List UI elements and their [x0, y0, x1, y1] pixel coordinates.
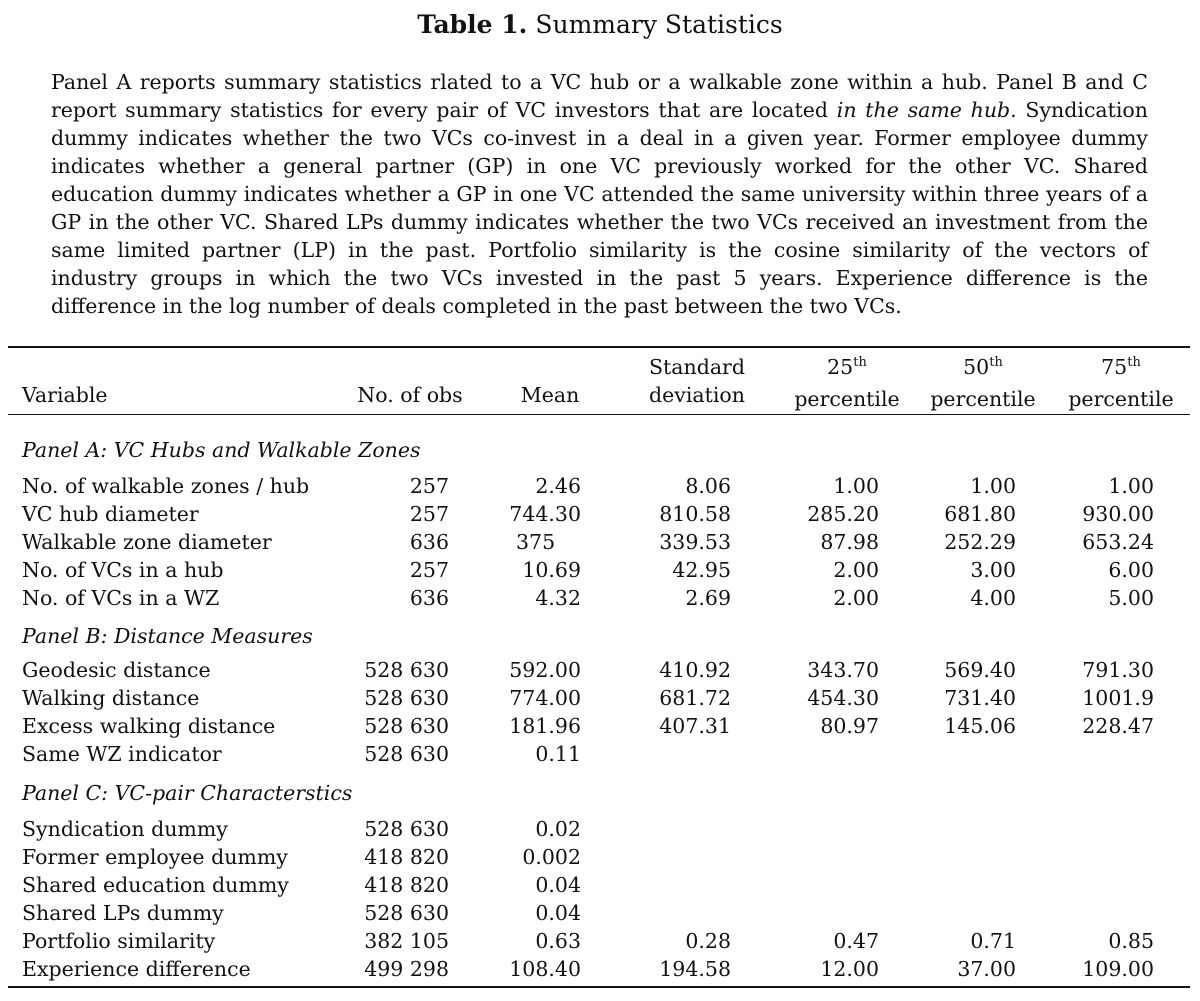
- cell-p25: 80.97: [820, 714, 879, 738]
- header-p25-label: percentile: [794, 387, 900, 411]
- bottom-rule: [8, 986, 1190, 988]
- cell-p50: 145.06: [944, 714, 1016, 738]
- cell-sd: 42.95: [672, 558, 731, 582]
- header-p50-label: percentile: [930, 387, 1036, 411]
- cell-p50: 4.00: [970, 586, 1016, 610]
- cell-obs: 418 820: [364, 873, 449, 897]
- caption-text-2: Syndication dummy indicates whether the two VCs co-invest in a deal in a given year. Former employee dummy indicates whether a general partner (GP) in one VC previously worked for the other VC. Shared education dummy indicates whether a GP in one VC attended the same university within three years of a GP in the other VC. Shared LPs dummy indicates whether the two VCs received an investment from the same limited partner (LP) in the past. Portfolio similarity is the cosine similarity of the vectors of industry groups in which the two VCs invested in the past 5 years. Experience difference is the difference in the log number of deals completed in the past between the two VCs.: [51, 98, 1148, 318]
- cell-mean: 0.11: [535, 742, 581, 766]
- cell-obs: 636: [409, 586, 449, 610]
- row-label: Shared LPs dummy: [22, 901, 224, 925]
- cell-mean: 0.002: [522, 845, 581, 869]
- row-label: Syndication dummy: [22, 817, 228, 841]
- cell-sd: 8.06: [685, 474, 731, 498]
- cell-mean: 2.46: [535, 474, 581, 498]
- cell-p75: 653.24: [1082, 530, 1154, 554]
- cell-p50: 569.40: [944, 658, 1016, 682]
- cell-mean: 592.00: [509, 658, 581, 682]
- cell-mean: 10.69: [522, 558, 581, 582]
- cell-p25: 1.00: [833, 474, 879, 498]
- row-label: No. of walkable zones / hub: [22, 474, 310, 498]
- cell-obs: 257: [409, 474, 449, 498]
- header-p25-num: 25: [827, 355, 854, 379]
- header-sd: [632, 353, 762, 409]
- cell-obs: 528 630: [364, 901, 449, 925]
- cell-obs: 528 630: [364, 658, 449, 682]
- cell-p75: 1.00: [1108, 474, 1154, 498]
- cell-p75: 930.00: [1082, 502, 1154, 526]
- cell-obs: 257: [409, 502, 449, 526]
- cell-p25: 0.47: [833, 929, 879, 953]
- cell-obs: 499 298: [364, 957, 449, 981]
- cell-sd: 339.53: [659, 530, 731, 554]
- header-p50-sup: th: [989, 355, 1003, 370]
- header-p75-sup: th: [1127, 355, 1141, 370]
- cell-mean: 774.00: [509, 686, 581, 710]
- header-sd-line1: Standard: [649, 355, 745, 379]
- cell-p50: 0.71: [970, 929, 1016, 953]
- cell-obs: 636: [409, 530, 449, 554]
- cell-mean: 0.63: [535, 929, 581, 953]
- row-label: Portfolio similarity: [22, 929, 216, 953]
- caption-text-1: Panel A reports summary statistics rlated to a VC hub or a walkable zone within a hub. Panel B and C report summary statistics for every pair of VC investors that are located: [51, 70, 1148, 122]
- cell-sd: 681.72: [659, 686, 731, 710]
- header-p75-num: 75: [1101, 355, 1128, 379]
- header-p25-sup: th: [853, 355, 867, 370]
- cell-p25: 343.70: [807, 658, 879, 682]
- row-label: Same WZ indicator: [22, 742, 222, 766]
- row-label: Experience difference: [22, 957, 251, 981]
- panel-title: Panel A: VC Hubs and Walkable Zones: [22, 438, 421, 462]
- cell-mean: 4.32: [535, 586, 581, 610]
- cell-p25: 454.30: [807, 686, 879, 710]
- cell-mean: 744.30: [509, 502, 581, 526]
- header-p50-num: 50: [963, 355, 990, 379]
- cell-mean: 0.02: [535, 817, 581, 841]
- cell-sd: 410.92: [659, 658, 731, 682]
- cell-mean: 375: [516, 530, 556, 554]
- cell-p50: 252.29: [944, 530, 1016, 554]
- header-obs: No. of obs: [357, 383, 463, 407]
- table-label: Table 1.: [417, 10, 528, 39]
- cell-p50: 731.40: [944, 686, 1016, 710]
- cell-p25: 12.00: [820, 957, 879, 981]
- header-variable: Variable: [22, 383, 108, 407]
- table-title-text: Summary Statistics: [535, 10, 783, 39]
- row-label: Walkable zone diameter: [22, 530, 272, 554]
- cell-p25: 2.00: [833, 586, 879, 610]
- cell-sd: 194.58: [659, 957, 731, 981]
- row-label: No. of VCs in a WZ: [22, 586, 220, 610]
- cell-obs: 418 820: [364, 845, 449, 869]
- cell-obs: 528 630: [364, 817, 449, 841]
- cell-obs: 382 105: [364, 929, 449, 953]
- cell-p50: 1.00: [970, 474, 1016, 498]
- cell-p75: 1001.9: [1082, 686, 1154, 710]
- cell-mean: 108.40: [509, 957, 581, 981]
- row-label: VC hub diameter: [22, 502, 199, 526]
- cell-p25: 2.00: [833, 558, 879, 582]
- cell-mean: 0.04: [535, 873, 581, 897]
- cell-p75: 109.00: [1082, 957, 1154, 981]
- caption-emphasis: in the same hub.: [836, 98, 1017, 122]
- row-label: Former employee dummy: [22, 845, 288, 869]
- cell-p75: 791.30: [1082, 658, 1154, 682]
- cell-sd: 2.69: [685, 586, 731, 610]
- cell-p50: 3.00: [970, 558, 1016, 582]
- cell-mean: 0.04: [535, 901, 581, 925]
- cell-sd: 0.28: [685, 929, 731, 953]
- row-label: No. of VCs in a hub: [22, 558, 224, 582]
- row-label: Excess walking distance: [22, 714, 276, 738]
- cell-obs: 528 630: [364, 742, 449, 766]
- cell-p50: 681.80: [944, 502, 1016, 526]
- row-label: Geodesic distance: [22, 658, 211, 682]
- cell-mean: 181.96: [509, 714, 581, 738]
- header-p75-label: percentile: [1068, 387, 1174, 411]
- table-caption: [51, 68, 1148, 320]
- header-p75: [1056, 353, 1186, 413]
- header-sd-line2: deviation: [649, 383, 745, 407]
- cell-p75: 0.85: [1108, 929, 1154, 953]
- cell-p25: 87.98: [820, 530, 879, 554]
- panel-title: Panel C: VC-pair Characterstics: [22, 781, 353, 805]
- cell-obs: 257: [409, 558, 449, 582]
- cell-obs: 528 630: [364, 714, 449, 738]
- cell-obs: 528 630: [364, 686, 449, 710]
- header-p25: [782, 353, 912, 413]
- panel-title: Panel B: Distance Measures: [22, 624, 313, 648]
- row-label: Shared education dummy: [22, 873, 289, 897]
- cell-p75: 5.00: [1108, 586, 1154, 610]
- top-rule: [8, 346, 1190, 348]
- header-p50: [918, 353, 1048, 413]
- cell-p25: 285.20: [807, 502, 879, 526]
- cell-sd: 810.58: [659, 502, 731, 526]
- cell-p50: 37.00: [957, 957, 1016, 981]
- cell-p75: 6.00: [1108, 558, 1154, 582]
- header-rule: [8, 414, 1190, 415]
- table-title: [0, 8, 1200, 42]
- header-mean: Mean: [520, 383, 580, 407]
- cell-p75: 228.47: [1082, 714, 1154, 738]
- row-label: Walking distance: [22, 686, 200, 710]
- cell-sd: 407.31: [659, 714, 731, 738]
